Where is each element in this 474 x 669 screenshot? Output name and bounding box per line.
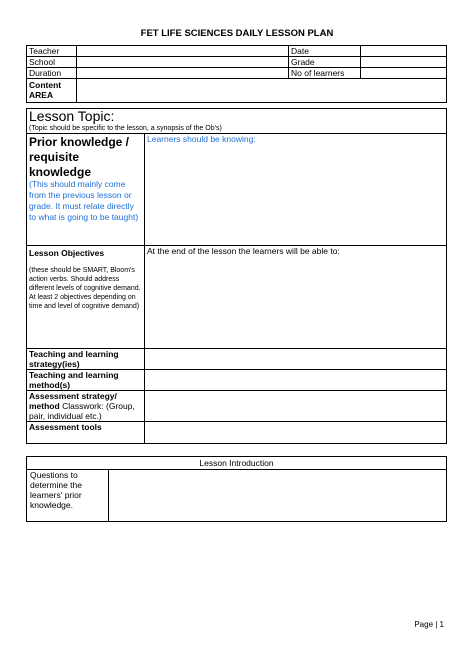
assessment-strategy-label-cell	[27, 391, 145, 422]
prior-knowledge-label-cell	[27, 134, 145, 246]
school-row	[27, 57, 447, 68]
school-label: School	[27, 57, 77, 68]
lesson-topic-cell[interactable]	[27, 109, 447, 134]
page-title: FET LIFE SCIENCES DAILY LESSON PLAN	[140, 28, 334, 39]
methods-label-cell	[27, 370, 145, 391]
content-area-row	[27, 79, 447, 103]
objectives-note: (these should be SMART, Bloom's action verbs. Should address different levels of cognitive demand. At least 2 objectives depending on time and level of cognitive demand)	[29, 267, 141, 310]
prior-knowledge-field[interactable]	[145, 134, 447, 246]
lesson-introduction-table	[26, 456, 447, 522]
assessment-tools-row	[27, 422, 447, 444]
objectives-label: Lesson Objectives	[29, 248, 105, 258]
objectives-prompt: At the end of the lesson the learners will be able to:	[147, 246, 340, 256]
prior-knowledge-row	[27, 134, 447, 246]
page-number: Page | 1	[414, 620, 444, 629]
duration-label: Duration	[27, 68, 77, 79]
prior-knowledge-title-line-3: knowledge	[29, 165, 92, 179]
prior-knowledge-title-line-2: requisite	[29, 150, 80, 164]
content-area-field[interactable]	[77, 79, 447, 103]
introduction-content-row	[27, 470, 447, 522]
content-area-label	[27, 79, 77, 103]
introduction-header-row	[27, 457, 447, 470]
date-field[interactable]	[361, 46, 447, 57]
assessment-strategy-row	[27, 391, 447, 422]
objectives-row	[27, 246, 447, 349]
assessment-tools-field[interactable]	[145, 422, 447, 444]
lesson-plan-table	[26, 108, 447, 444]
duration-row	[27, 68, 447, 79]
introduction-header: Lesson Introduction	[27, 457, 447, 470]
strategies-label: Teaching and learning strategy(ies)	[29, 349, 119, 369]
learners-label: No of learners	[289, 68, 361, 79]
assessment-strategy-label	[29, 391, 135, 421]
strategies-row	[27, 349, 447, 370]
prior-knowledge-note: (This should mainly come from the previous lesson or grade. It must relate directly to what is going to be taught)	[29, 179, 139, 222]
content-area-label-line-1: Content	[29, 80, 62, 90]
methods-row	[27, 370, 447, 391]
learners-field[interactable]	[361, 68, 447, 79]
assessment-tools-label-cell	[27, 422, 145, 444]
lesson-details-table	[26, 45, 447, 103]
lesson-topic-title: Lesson Topic:	[29, 108, 115, 124]
prior-knowledge-title-line-1: Prior knowledge /	[29, 135, 130, 149]
content-area-label-line-2: AREA	[29, 90, 54, 100]
assessment-strategy-label-rest: Classwork: (Group, pair, individual etc.)	[29, 401, 135, 421]
introduction-questions-label: Questions to determine the learners' prior knowledge.	[27, 470, 109, 522]
date-label: Date	[289, 46, 361, 57]
objectives-label-cell	[27, 246, 145, 349]
assessment-strategy-field[interactable]	[145, 391, 447, 422]
assessment-tools-label: Assessment tools	[29, 422, 102, 432]
teacher-row	[27, 46, 447, 57]
methods-label: Teaching and learning method(s)	[29, 370, 119, 390]
grade-label: Grade	[289, 57, 361, 68]
methods-field[interactable]	[145, 370, 447, 391]
learners-should-know-label: Learners should be knowing:	[147, 134, 256, 144]
duration-field[interactable]	[77, 68, 289, 79]
strategies-label-cell	[27, 349, 145, 370]
grade-field[interactable]	[361, 57, 447, 68]
lesson-topic-row	[27, 109, 447, 134]
teacher-field[interactable]	[77, 46, 289, 57]
teacher-label: Teacher	[27, 46, 77, 57]
strategies-field[interactable]	[145, 349, 447, 370]
objectives-field[interactable]	[145, 246, 447, 349]
introduction-field[interactable]	[109, 470, 447, 522]
lesson-topic-note: (Topic should be specific to the lesson, a synopsis of the Ob's)	[29, 125, 222, 132]
school-field[interactable]	[77, 57, 289, 68]
assessment-strategy-label-bold: Assessment strategy/ method	[29, 391, 117, 411]
